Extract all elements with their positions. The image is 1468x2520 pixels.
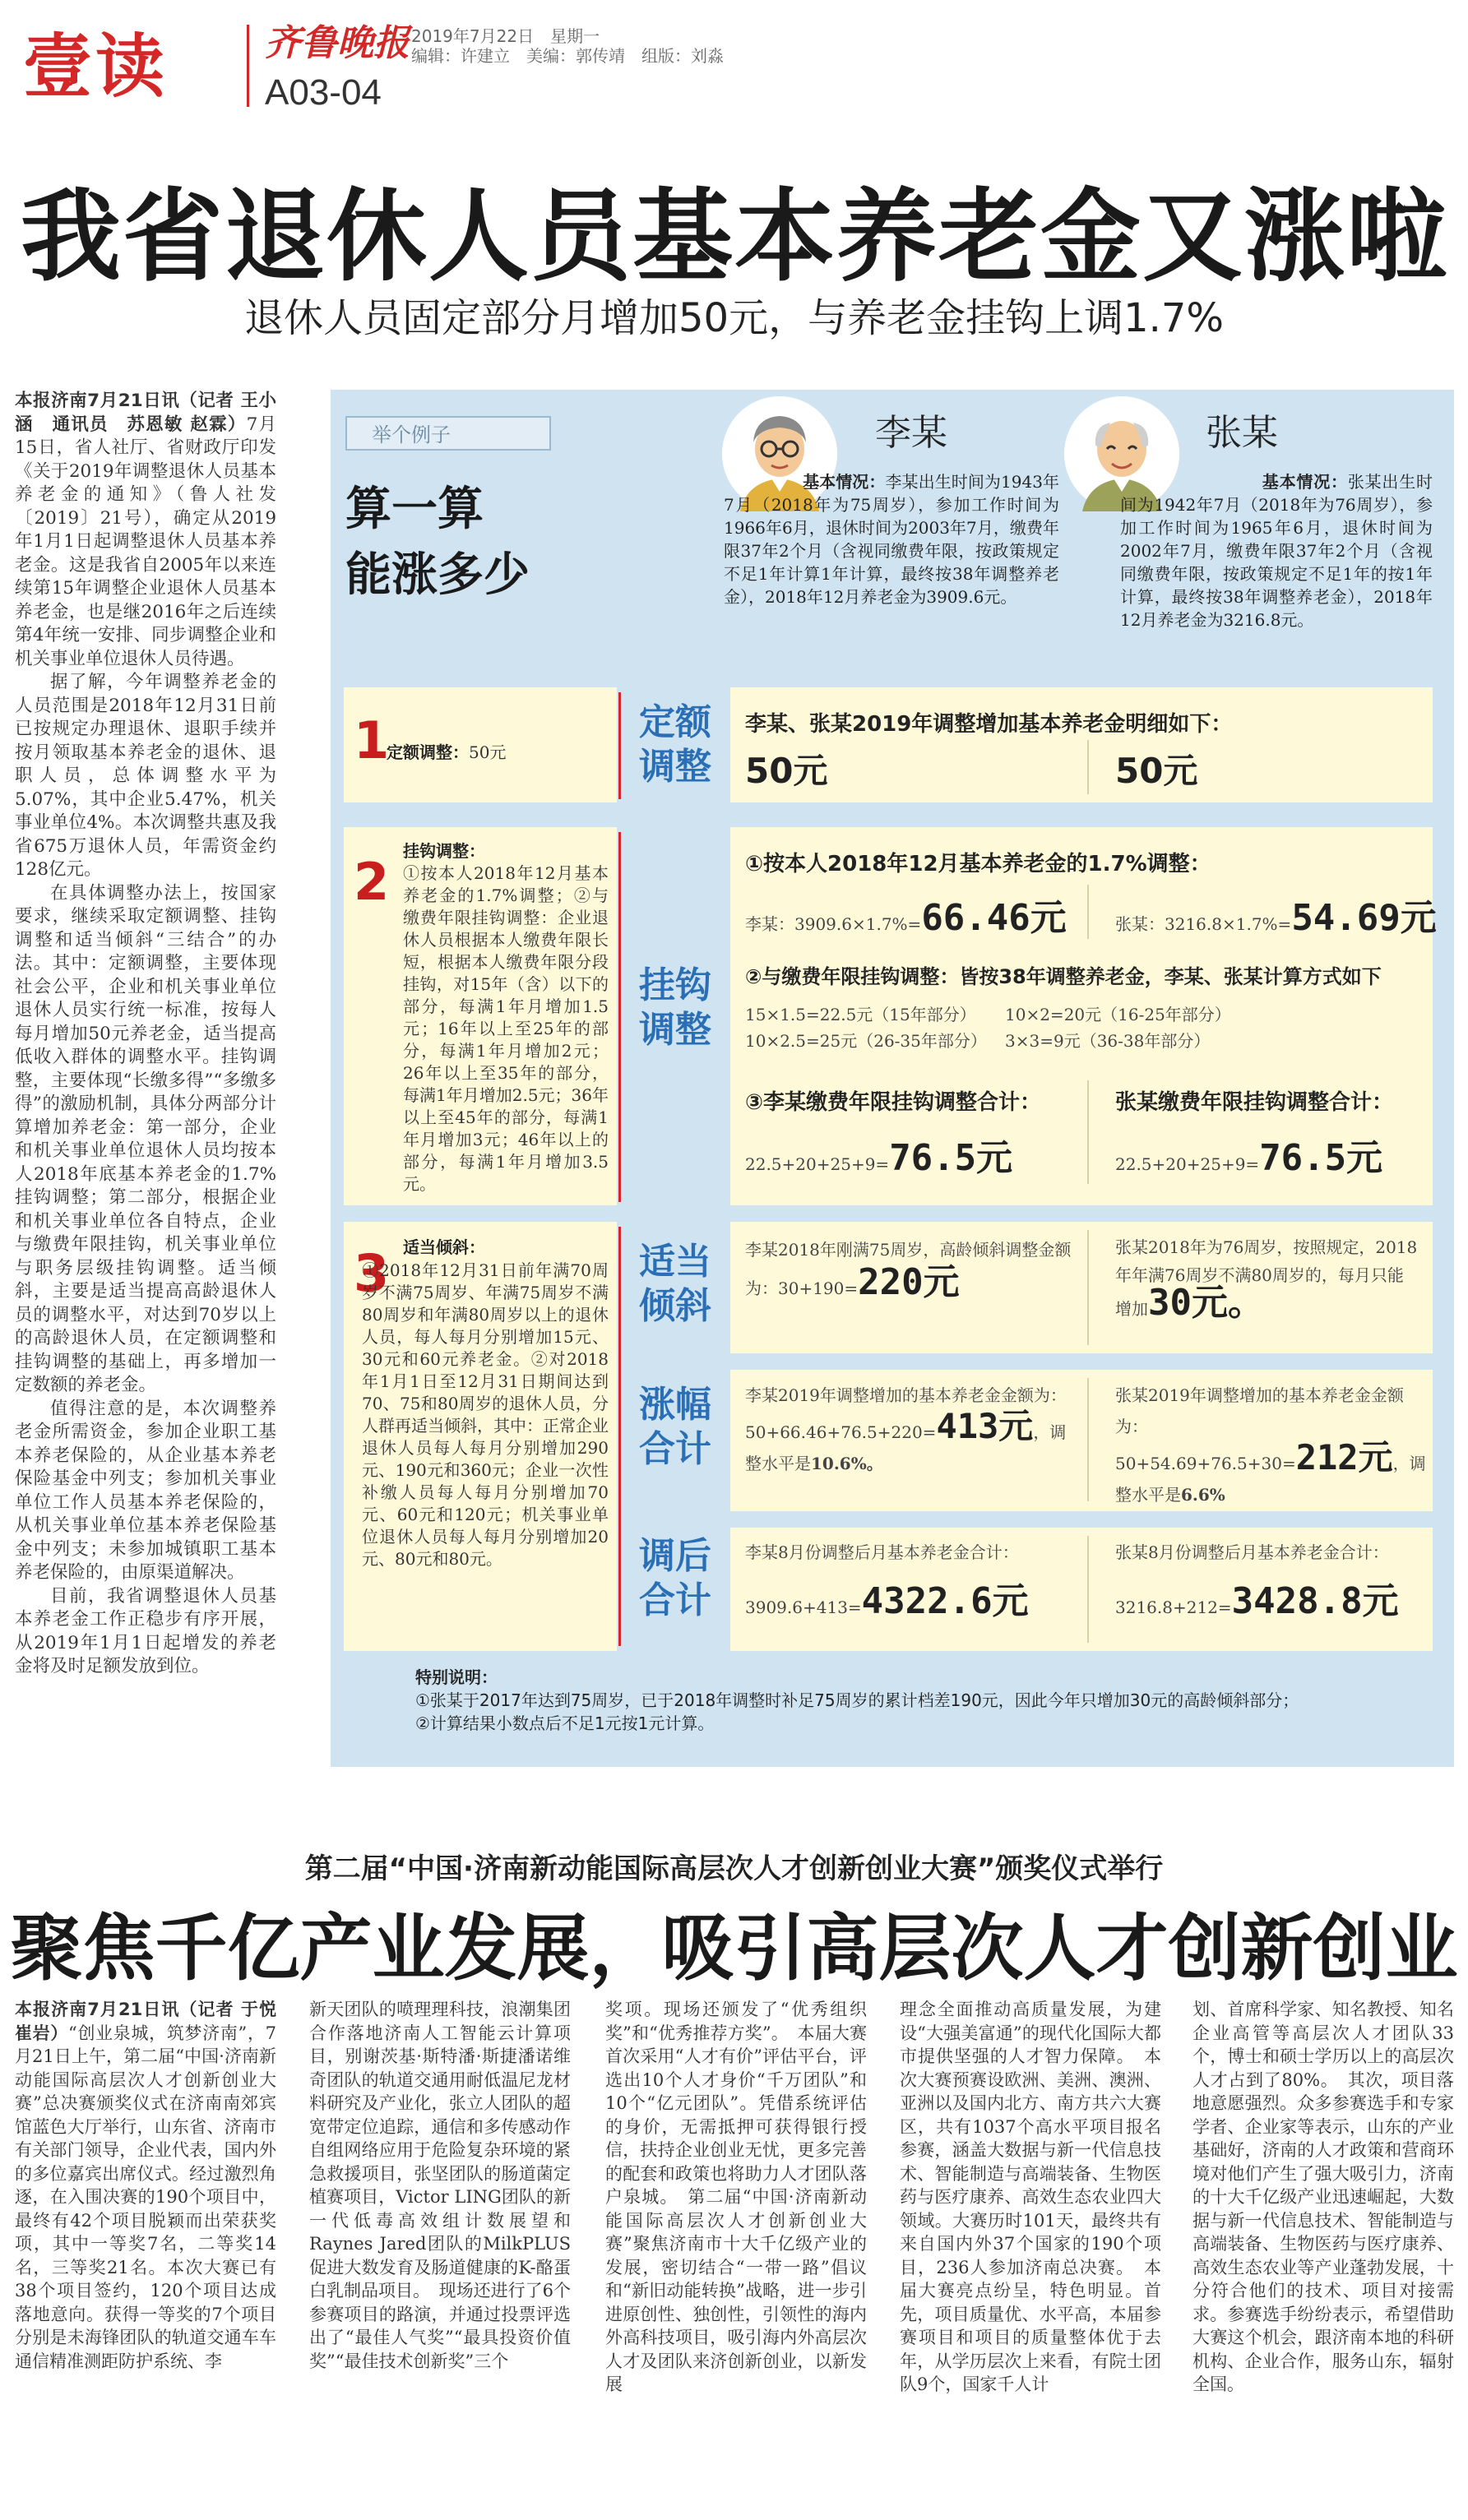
after-li-text: 李某8月份调整后月基本养老金合计： [745,1542,1019,1562]
step2-text: ①按本人2018年12月基本养老金的1.7%调整；②与缴费年限挂钩调整：企业退休人员根据本人缴费年限长短，根据本人缴费年限分段挂钩，对15年（含）以下的部分，每满1年月增加1.5元；16年以上至25年的部分，每满1年月增加2元；26年以上至35年的部分，每满1年月增加2.5元；36年以上至45年的部分，每满1年月增加3元；46年以上的部分，每满1年月增加3.5元。 [403,863,609,1194]
page-number: A03-04 [265,72,382,113]
article1-body [15,390,276,1771]
li-description [724,470,1059,608]
after-zhang-formula: 3216.8+212= [1115,1598,1232,1617]
step3-number: 3 [354,1243,390,1303]
label-after [622,1534,729,1623]
article2-kicker: 第二届“中国·济南新动能国际高层次人才创新创业大赛”颁奖仪式举行 [304,1852,1164,1885]
after-zhang [1115,1539,1428,1624]
rise-li-text: 李某2019年调整增加的基本养老金金额为： [745,1385,1067,1405]
rise-li-value: 413元 [936,1406,1034,1446]
step2-redline [618,832,621,1202]
tilt-li [745,1233,1074,1305]
linked-sum-zhang-formula: 22.5+20+25+9= [1115,1154,1260,1174]
label-rise-2: 合计 [639,1428,711,1470]
linked-sum-zhang [1115,1128,1382,1181]
article2-byline: 本报济南7月21日讯（记者 于悦 崔岩） [15,2000,294,2043]
label-linked-1: 挂钩 [639,964,711,1006]
rise-li-suffix: ，调整水平是 [745,1422,1067,1473]
article2-col4-text: 理念全面推动高质量发展，为建设“大强美富通”的现代化国际大都市提供坚强的人才智力保障。 本次大赛预赛设欧洲、美洲、澳洲、亚洲以及国内北方、南方共六大赛区，共有1037个高水平项目报名参赛，涵盖大数据与新一代信息技术、智能制造与高端装备、生物医药与医疗康养、高效生态农业四大领域。大赛历时101天，最终共有来自国内外37个国家的190个项目，236人参加济南总决赛。 本届大赛亮点纷呈，特色明显。首先，项目质量优、水平高，本届参赛项目和项目的质量整体优于去年，从学历层次上来看，有院士团队9个，国家千人计 [900,2000,1161,2394]
notes-line-2: ②计算结果小数点后不足1元按1元计算。 [415,1713,715,1733]
article1-para-1: 7月15日，省人社厅、省财政厅印发《关于2019年调整退休人员基本养老金的通知》（鲁人社发〔2019〕21号），确定从2019年1月1日起调整退休人员基本养老金。这是我省自2005年以来连续第15年调整企业退休人员基本养老金，也是继2016年之后连续第4年统一安排、同步调整企业和机关事业单位退休人员待遇。 [15,414,276,669]
article2-col2-text: 新天团队的喷理理科技，浪潮集团合作落地济南人工智能云计算项目，别谢茨基·斯特潘·斯捷潘诺维奇团队的轨道交通用耐低温尼龙材料研究及产业化，张立人团队的超宽带定位追踪，通信和多传感动作自组网络应用于危险复杂环境的紧急救援项目，张坚团队的肠道菌定植赛项目，Victor LING团队的新一代低毒高效组计数展望和Raynes Jared团队的MilkPLUS促进大数发育及肠道健康的K-酪蛋白乳制品项目。 现场还进行了6个参赛项目的路演，并通过投票评选出了“最佳人气奖”“最具投资价值奖”“最佳技术创新奖”三个 [309,2000,571,2371]
label-linked-2: 调整 [639,1009,711,1051]
example-title-line2: 能涨多少 [345,548,530,602]
label-tilt-2: 倾斜 [639,1285,711,1327]
label-rise-1: 涨幅 [639,1384,711,1426]
zhang-name: 张某 [1206,412,1278,454]
main-headline: 我省退休人员基本养老金又涨啦 [21,178,1448,295]
after-zhang-text: 张某8月份调整后月基本养老金合计： [1115,1542,1389,1562]
fixed-zhang-value: 50元 [1115,751,1198,791]
step1-redline [618,692,621,799]
tilt-li-text: 李某2018年刚满75周岁，高龄倾斜调整金额为：30+190= [745,1240,1072,1298]
linked-t2: ②与缴费年限挂钩调整：皆按38年调整养老金，李某、张某计算方式如下 [745,965,1382,988]
rise-zhang-text: 张某2019年调整增加的基本养老金金额为： [1115,1385,1404,1436]
article2-col4 [900,1998,1161,2508]
rise-li [745,1380,1074,1479]
after-zhang-value: 3428.8元 [1231,1580,1399,1622]
linked-sep-1 [1087,885,1089,939]
rise-li-formula: 50+66.46+76.5+220= [745,1422,937,1442]
article2-col1 [15,1998,294,2508]
article2-col2 [309,1998,571,2508]
linked-t1: ①按本人2018年12月基本养老金的1.7%调整： [745,852,1211,876]
linked-calc-4: 3×3=9元（36-38年部分） [1005,1031,1211,1051]
section-logo: 壹读 [23,26,169,107]
article2-headline: 聚焦千亿产业发展，吸引高层次人才创新创业 [10,1906,1458,1991]
article2-col3-text: 奖项。现场还颁发了“优秀组织奖”和“优秀推荐方奖”。 本届大赛首次采用“人才有价”评估平台，评选出10个人才身价“千万团队”和10个“亿元团队”。凭借系统评估的身价，无需抵押可获得银行授信，扶持企业创业无忧，更多完善的配套和政策也将助力人才团队落户泉城。 第二届“中国·济南新动能国际高层次人才创新创业大赛”聚焦济南市十大千亿级产业的发展，密切结合“一带一路”倡议和“新旧动能转换”战略，进一步引进原创性、独创性，引领性的海内外高科技项目，吸引海内外高层次人才及团队来济创新创业，以新发展 [605,2000,867,2394]
article1-para-3: 在具体调整办法上，按国家要求，继续采取定额调整、挂钩调整和适当倾斜“三结合”的办法。其中：定额调整，主要体现社会公平，企业和机关事业单位退休人员实行统一标准，按每人每月增加50元养老金，适当提高低收入群体的调整水平。挂钩调整，主要体现“长缴多得”“多缴多得”的激励机制，具体分两部分计算增加养老金：第一部分，企业和机关事业单位退休人员均按本人2018年底基本养老金的1.7%挂钩调整；第二部分，根据企业和机关事业单位各自特点，企业与缴费年限挂钩，机关事业单位与职务层级挂钩调整。适当倾斜，主要是适当提高高龄退休人员的调整水平，对达到70岁以上的高龄退休人员，在定额调整和挂钩调整的基础上，再多增加一定数额的养老金。 [15,882,276,1395]
fixed-row-separator [1087,740,1089,794]
linked-t3-li: ③李某缴费年限挂钩调整合计： [745,1090,1042,1115]
after-sep [1087,1536,1089,1643]
rise-li-pct: 10.6%。 [811,1454,883,1473]
article2-col1-text: “创业泉城，筑梦济南”，7月21日上午，第二届“中国·济南新动能国际高层次人才创新创业大赛”总决赛颁奖仪式在济南南郊宾馆蓝色大厅举行，山东省、济南市有关部门领导，企业代表，国内外的多位嘉宾出席仪式。经过激烈角逐，在入围决赛的190个项目中，最终有42个项目脱颖而出荣获奖项，其中一等奖7名，二等奖14名，三等奖21名。本次大赛已有38个项目签约，120个项目达成落地意向。获得一等奖的7个项目分别是未海锋团队的轨道交通车车通信精准测距防护系统、李 [15,2023,276,2371]
article2-col5-text: 划、首席科学家、知名教授、知名企业高管等高层次人才团队33个，博士和硕士学历以上的高层次人才占到了80%。 其次，项目落地意愿强烈。众多参赛选手和专家学者、企业家等表示，山东的产业基础好，济南的人才政策和营商环境对他们产生了强大吸引力，济南的十大千亿级产业迅速崛起，大数据与新一代信息技术、智能制造与高端装备、生物医药与医疗康养、高效生态农业等产业蓬勃发展，十分符合他们的技术、项目对接需求。参赛选手纷纷表示，希望借助大赛这个机会，跟济南本地的科研机构、企业合作，服务山东，辐射全国。 [1192,2000,1454,2394]
step3-text-top [403,1237,600,1259]
masthead-divider [247,25,249,107]
rise-zhang-formula: 50+54.69+76.5+30= [1115,1454,1296,1473]
linked-zhang-line [1115,888,1437,941]
linked-t3-zhang: 张某缴费年限挂钩调整合计： [1115,1090,1394,1115]
step1-body: 50元 [469,742,507,762]
step3-title: 适当倾斜： [403,1237,485,1257]
example-title [345,477,530,608]
step3-text: ①2018年12月31日前年满70周岁不满75周岁、年满75周岁不满80周岁和年满80周岁以上的退休人员，每人每月分别增加15元、30元和60元养老金。②对2018年1月1日至12月31日期间达到70、75和80周岁的退休人员，分人群再适当倾斜，其中：正常企业退休人员每人每月分别增加290元、190元和360元；企业一次性补缴人员每人每月分别增加70元、60元和120元；机关事业单位退休人员每人每月分别增加20元、80元和80元。 [362,1260,609,1569]
tilt-li-value: 220元 [858,1261,960,1303]
after-li [745,1539,1074,1624]
notes-title: 特别说明： [415,1667,498,1687]
li-desc-text: 李某出生时间为1943年7月（2018年为75周岁），参加工作时间为1966年6月，退休时间为2003年7月，缴费年限37年2个月（含视同缴费年限，按政策规定不足1年计算1年计算，最终按38年调整养老金），2018年12月养老金为3909.6元。 [724,472,1059,607]
zhang-desc-text: 张某出生时间为1942年7月（2018年为76周岁），参加工作时间为1965年6月，退休时间为2002年7月，缴费年限37年2个月（含视同缴费年限，按政策规定不足1年的按1年计算，最终按38年调整养老金），2018年12月养老金为3216.8元。 [1120,472,1433,630]
linked-zhang-formula: 张某：3216.8×1.7%= [1115,914,1292,934]
article1-byline: 本报济南7月21日讯（记者 王小涵 通讯员 苏恩敏 赵霖） [15,391,276,435]
zhang-description [1120,470,1433,631]
tilt-zhang-value: 30元。 [1148,1282,1264,1324]
article1-para-2: 据了解，今年调整养老金的人员范围是2018年12月31日前已按规定办理退休、退职手续并按月领取基本养老金的退休、退职人员，总体调整水平为5.07%，其中企业5.47%，机关事业单位4%。本次调整共惠及我省675万退休人员，年需资金约128亿元。 [15,672,276,880]
fixed-row-panel [730,687,1433,802]
paper-name: 齐鲁晚报 [265,22,410,64]
li-desc-label: 基本情况： [803,472,886,492]
rise-sep [1087,1378,1089,1501]
rise-zhang-value: 212元 [1295,1437,1393,1477]
linked-li-line [745,888,1067,941]
label-tilt [622,1240,729,1329]
linked-calc-3: 10×2.5=25元（26-35年部分） [745,1031,987,1051]
after-li-formula: 3909.6+413= [745,1598,862,1617]
label-after-1: 调后 [639,1535,711,1577]
article2-col5 [1192,1998,1454,2508]
label-fixed-2: 调整 [639,746,711,788]
label-fixed-1: 定额 [639,701,711,743]
li-name: 李某 [875,412,947,454]
tilt-zhang-text: 张某2018年为76周岁，按照规定，2018年年满76周岁不满80周岁的，每月只能增加 [1115,1237,1418,1319]
notes-line-1: ①张某于2017年达到75周岁，已于2018年调整时补足75周岁的累计档差190元，因此今年只增加30元的高龄倾斜部分； [415,1690,1299,1710]
step1-title: 定额调整： [387,742,469,762]
linked-calc-1: 15×1.5=22.5元（15年部分） [745,1005,976,1024]
tilt-sep [1087,1230,1089,1345]
label-tilt-1: 适当 [639,1241,711,1283]
sub-headline: 退休人员固定部分月增加50元，与养老金挂钩上调1.7% [243,295,1225,341]
linked-sum-li-formula: 22.5+20+25+9= [745,1154,890,1174]
issue-date: 2019年7月22日 星期一 [411,26,600,46]
linked-li-formula: 李某：3909.6×1.7%= [745,914,922,934]
zhang-desc-label: 基本情况： [1262,472,1348,492]
linked-zhang-value: 54.69元 [1291,897,1437,939]
step2-title: 挂钩调整： [403,841,485,861]
linked-sum-li [745,1128,1012,1181]
rise-zhang-suffix: ，调整水平是 [1115,1454,1426,1505]
label-fixed [622,701,729,789]
linked-sum-li-value: 76.5元 [889,1137,1013,1179]
fixed-row-title: 李某、张某2019年调整增加基本养老金明细如下： [745,712,1233,737]
example-title-line1: 算一算 [345,483,484,536]
linked-sep-2 [1087,1080,1089,1184]
label-linked [622,964,729,1052]
article2-col3 [605,1998,867,2508]
linked-calc-2: 10×2=20元（16-25年部分） [1005,1005,1231,1024]
article1-para-4: 值得注意的是，本次调整养老金所需资金，参加企业职工基本养老保险的，从企业基本养老保险基金中列支；参加机关事业单位工作人员基本养老保险的，从机关事业单位基本养老保险基金中列支；未参加城镇职工基本养老保险的，由原渠道解决。 [15,1398,276,1583]
label-after-2: 合计 [639,1579,711,1621]
label-rise [622,1383,729,1472]
after-li-value: 4322.6元 [861,1580,1029,1622]
rise-zhang-pct: 6.6% [1181,1485,1225,1505]
linked-sum-zhang-value: 76.5元 [1259,1137,1383,1179]
linked-li-value: 66.46元 [921,897,1067,939]
fixed-li-value: 50元 [745,751,828,791]
rise-zhang [1115,1380,1428,1510]
step2-number: 2 [354,852,390,912]
example-tag: 举个例子 [345,416,551,451]
article1-para-5: 目前，我省调整退休人员基本养老金工作正稳步有序开展，从2019年1月1日起增发的养老金将及时足额发放到位。 [15,1585,276,1676]
step1-text [387,742,609,764]
step3-redline [618,1227,621,1646]
editor-credits: 编辑：许建立 美编：郭传靖 组版：刘淼 [411,46,724,66]
tilt-zhang [1115,1233,1419,1323]
step1-number: 1 [354,710,390,770]
